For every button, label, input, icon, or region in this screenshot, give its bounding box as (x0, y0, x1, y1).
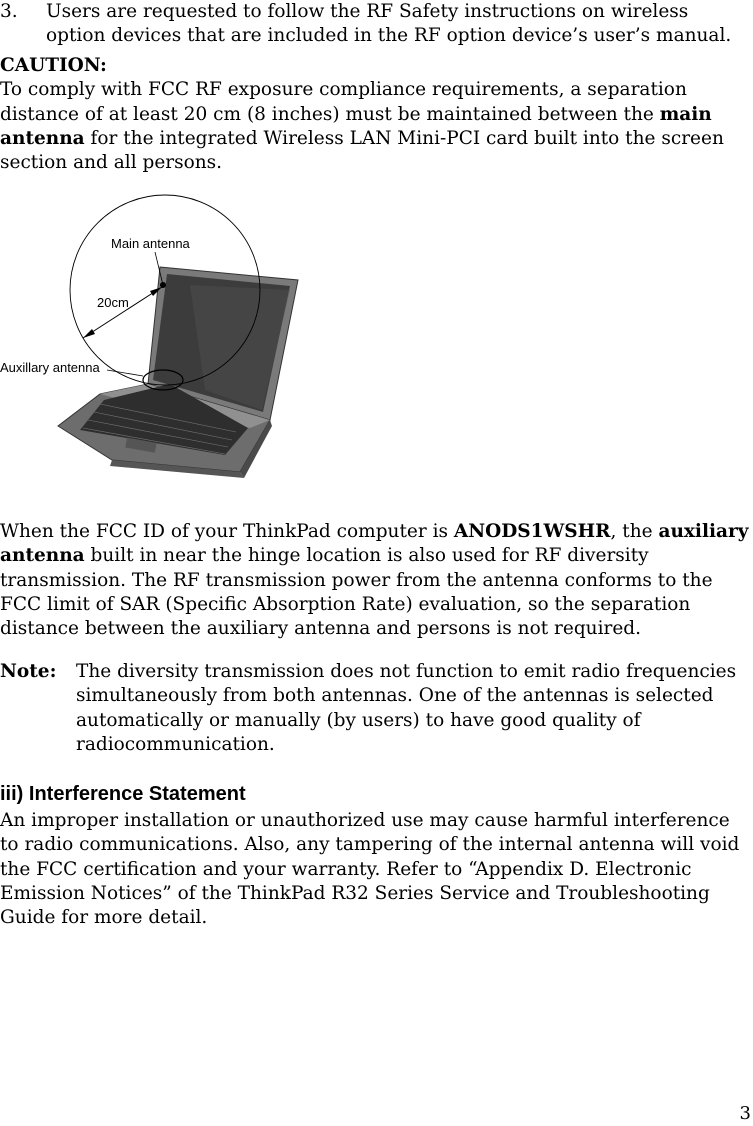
laptop-antenna-figure (0, 190, 330, 500)
auxiliary-antenna-bold: auxiliary antenna (0, 521, 749, 567)
note-block (0, 660, 740, 757)
auxiliary-antenna-label: Auxillary antenna (0, 360, 100, 375)
main-antenna-label: Main antenna (111, 236, 190, 251)
caution-heading: CAUTION: (0, 55, 107, 76)
fcc-id: ANODS1WSHR (453, 521, 611, 542)
interference-text: An improper installation or unauthorized use may cause harmful interference to radio communications. Also, any tampering of the internal antenna will void the FCC certification and your warranty. Refer to “Appendix D. Electronic Emission Notices” of the ThinkPad R32 Series Service and Troubleshooting Guide for more detail. (0, 810, 740, 929)
note-label: Note: (0, 661, 57, 682)
list-item-text: Users are requested to follow the RF Safety instructions on wireless option devices that are included in the RF option device’s user’s manual. (46, 1, 732, 47)
caution-section (0, 54, 752, 175)
fcc-paragraph: When the FCC ID of your ThinkPad computer is ANODS1WSHR, the auxiliary antenna built in near the hinge location is also used for RF diversity transmission. The RF transmission power from the antenna conforms to the FCC limit of SAR (Specific Absorption Rate) evaluation, so the separation distance between the auxiliary antenna and persons is not required. (0, 521, 749, 640)
distance-label: 20cm (97, 295, 129, 310)
page-number: 3 (739, 1103, 751, 1124)
list-number: 3. (0, 1, 18, 22)
note-text: The diversity transmission does not function to emit radio frequencies simultaneously from both antennas. One of the antennas is selected automatically or manually (by users) to have good quality of radiocommunication. (76, 661, 737, 755)
caution-text: To comply with FCC RF exposure compliance requirements, a separation distance of at least 20 cm (8 inches) must be maintained between the main antenna for the integrated Wireless LAN Mini-PCI card built into the screen section and all persons. (0, 79, 724, 174)
list-item-3 (0, 0, 740, 49)
section-heading: iii) Interference Statement (0, 783, 246, 805)
main-antenna-bold: main antenna (0, 103, 712, 149)
